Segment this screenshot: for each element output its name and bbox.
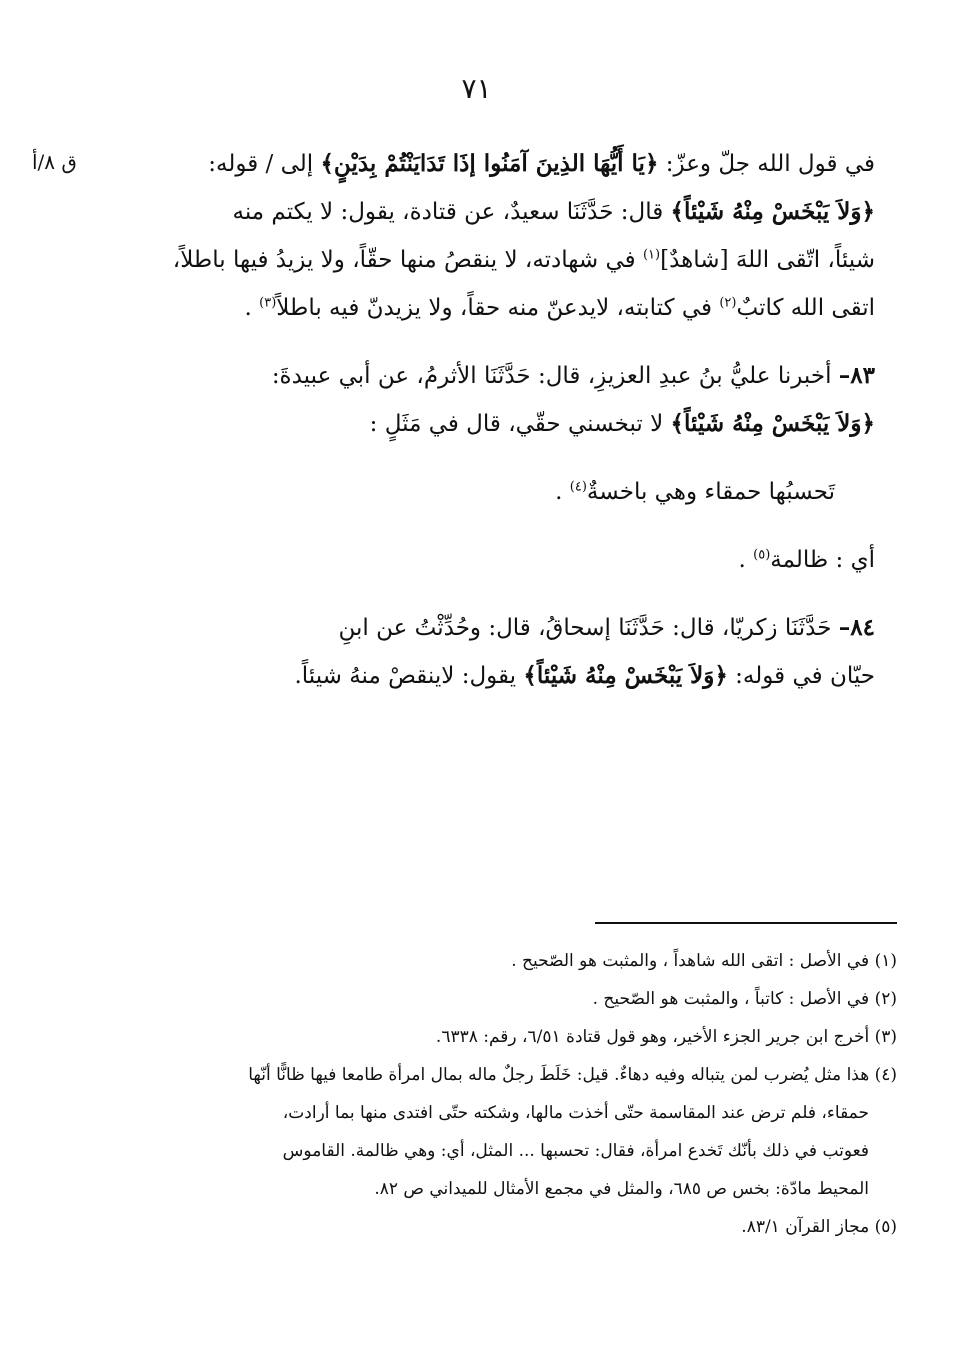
hadith-number-84: ٨٤– [838, 614, 875, 641]
paragraph-1-line-4 [85, 284, 875, 332]
quran-verse: ﴿يَا أَيُّهَا الذِينَ آمَنُوا إذَا تَدَايَنْتُمْ بِدَيْنٍ﴾ [320, 150, 659, 177]
proverb-text: تَحسبُها حمقاء وهي باخسةٌ [586, 479, 835, 505]
footnote-5: (٥) مجاز القرآن ٨٣/١. [741, 1217, 897, 1237]
paragraph-2-line-1 [85, 352, 875, 400]
quran-verse: ﴿وَلاَ يَبْخَسْ مِنْهُ شَيْئاً﴾ [523, 662, 728, 689]
paragraph-3-line-1 [85, 604, 875, 652]
text-span: في شهادته، لا ينقصُ منها حقّاً، ولا يزيدُ فيها باطلاً، [172, 247, 643, 273]
text-span: إلى / قوله: [208, 151, 321, 177]
footnote-ref-1[interactable]: (١) [642, 247, 661, 263]
text-span: . [555, 479, 570, 505]
quran-verse: ﴿وَلاَ يَبْخَسْ مِنْهُ شَيْئاً﴾ [670, 198, 875, 225]
footnote-4-line-4: المحيط مادّة: بخس ص ٦٨٥، والمثل في مجمع الأمثال للميداني ص ٨٢. [374, 1179, 869, 1199]
hadith-number-83: ٨٣– [838, 362, 875, 389]
text-span: لا تبخسني حقّي، قال في مَثَلٍ : [369, 411, 671, 437]
paragraph-2-line-4 [85, 536, 875, 584]
footnote-4-line-3: فعوتب في ذلك بأنّك تَخدع امرأة، فقال: تحسبها ... المثل، أي: وهي ظالمة. القاموس [282, 1141, 869, 1161]
footnote-4-line-2: حمقاء، فلم ترض عند المقاسمة حتّى أخذت مالها، وشكته حتّى افتدى منها بما أرادت، [282, 1103, 869, 1123]
text-span: . [244, 295, 260, 321]
page-number: ٧١ [461, 72, 492, 105]
proverb-line [85, 468, 875, 516]
footnote-ref-5[interactable]: (٥) [753, 547, 771, 563]
footnote-divider [595, 922, 897, 924]
footnote-ref-4[interactable]: (٤) [569, 479, 587, 495]
text-span: اتقى الله كاتبٌ [736, 295, 875, 321]
footnote-ref-2[interactable]: (٢) [719, 295, 737, 311]
text-span: في قول الله جلّ وعزّ: [658, 151, 875, 177]
text-span: في كتابته، لايدعنّ منه حقاً، ولا يزيدنّ فيه باطلاً [276, 295, 720, 321]
paragraph-2-line-2 [85, 400, 875, 448]
footnote-4-line-1: (٤) هذا مثل يُضرب لمن يتباله وفيه دهاءٌ. قيل: خَلَطَ رجلٌ ماله بمال امرأة طامعا فيها ظانًّا أنّها [248, 1065, 897, 1085]
text-span: أخبرنا عليُّ بنُ عبدِ العزيزِ، قال: حَدَّثَنَا الأثرمُ، عن أبي عبيدةَ: [271, 363, 839, 389]
text-span: . [738, 547, 754, 573]
text-span: حَدَّثَنَا زكريّا، قال: حَدَّثَنَا إسحاقُ، قال: وحُدِّثْتُ عن ابنِ [338, 615, 839, 641]
footnote-1: (١) في الأصل : اتقى الله شاهداً ، والمثبت هو الصّحيح . [511, 951, 897, 971]
text-span: أي : ظالمة [770, 547, 875, 573]
paragraph-1-line-3 [85, 236, 875, 284]
footnotes [97, 942, 897, 1246]
text-span: حيّان في قوله: [727, 663, 875, 689]
footnote-2: (٢) في الأصل : كاتباً ، والمثبت هو الصّحيح . [592, 989, 897, 1009]
text-span: شيئاً، اتّقى اللهَ [شاهدٌ] [660, 247, 875, 273]
text-span: قال: حَدَّثَنَا سعيدٌ، عن قتادة، يقول: لا يكتم منه [232, 199, 671, 225]
footnote-ref-3[interactable]: (٣) [259, 295, 277, 311]
paragraph-1-line-1 [85, 140, 875, 188]
quran-verse: ﴿وَلاَ يَبْخَسْ مِنْهُ شَيْئاً﴾ [670, 410, 875, 437]
main-text [85, 140, 875, 700]
footnote-3: (٣) أخرج ابن جرير الجزء الأخير، وهو قول قتادة ٦/٥١، رقم: ٦٣٣٨. [435, 1027, 897, 1047]
paragraph-3-line-2 [85, 652, 875, 700]
text-span: يقول: لاينقصْ منهُ شيئاً. [294, 663, 524, 689]
manuscript-folio-note: ق ٨/أ [32, 150, 77, 174]
paragraph-1-line-2 [85, 188, 875, 236]
